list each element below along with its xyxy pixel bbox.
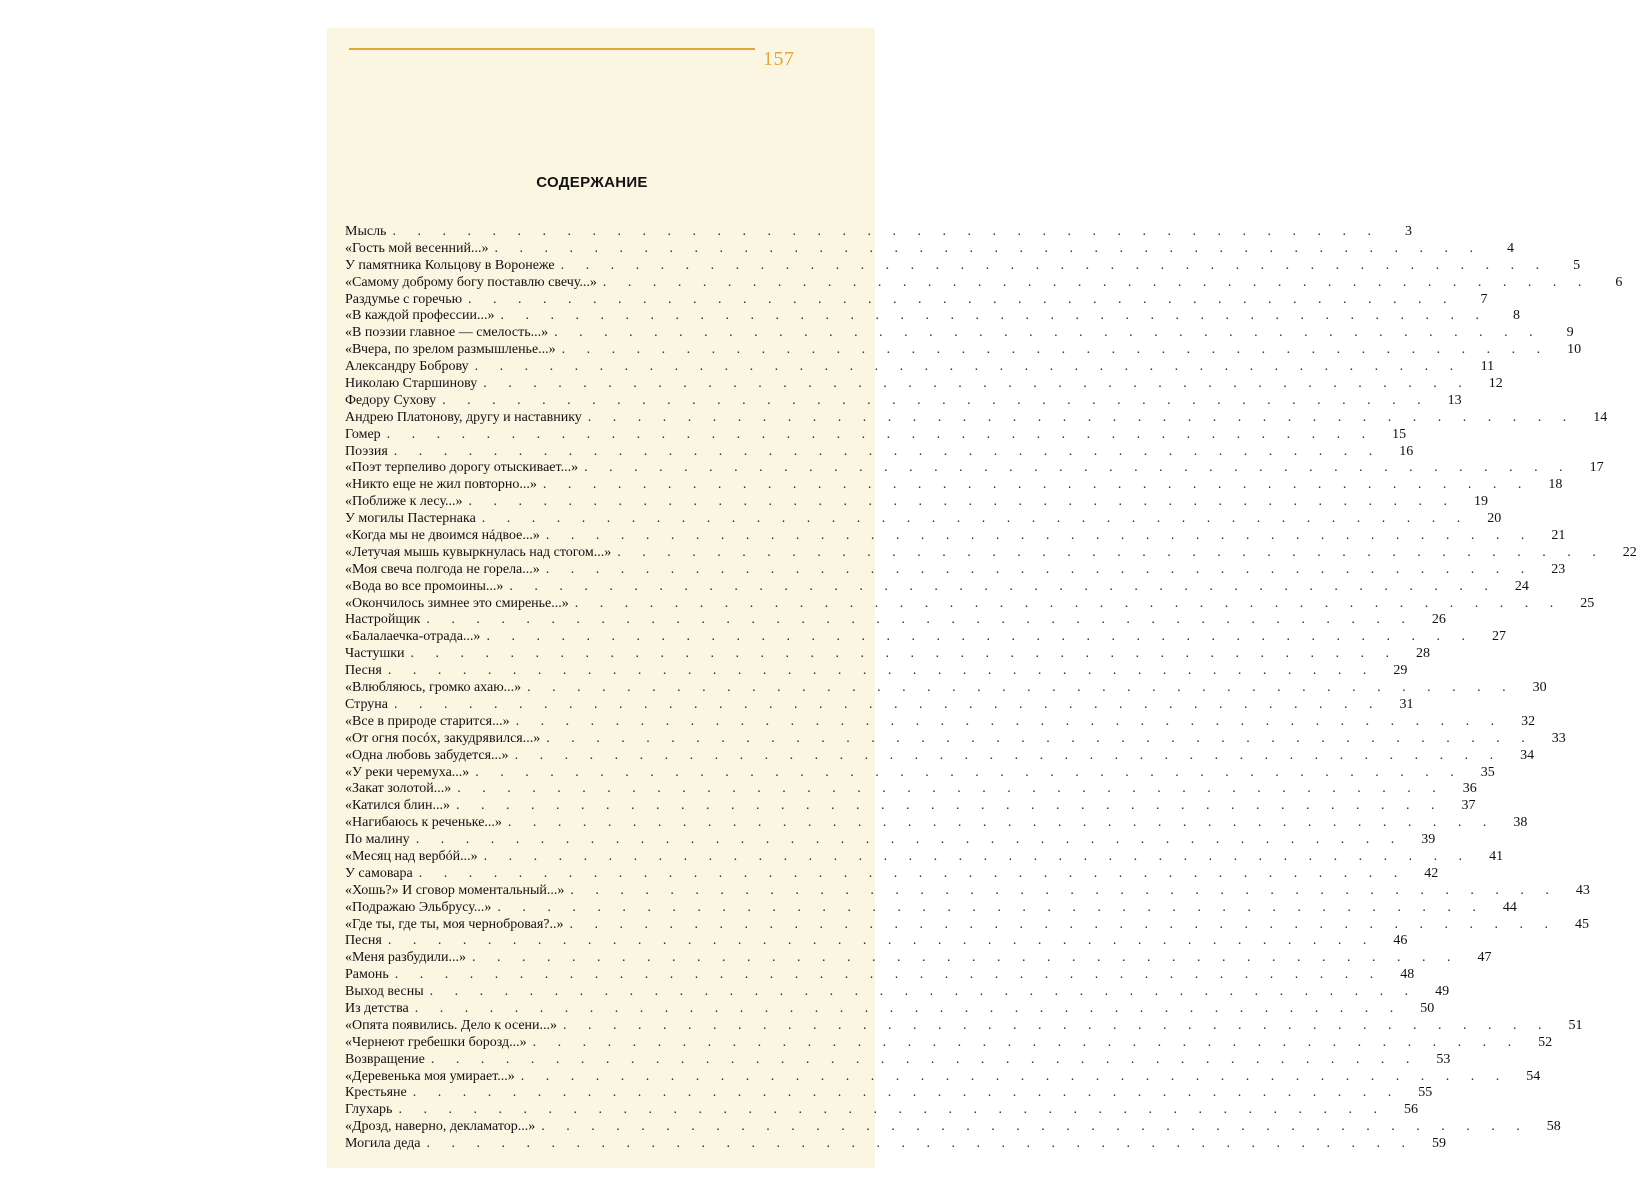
toc-entry-title: Возвращение <box>345 1051 425 1067</box>
toc-entry-title: «Когда мы не двоимся нáдвое...» <box>345 528 540 544</box>
toc-entry <box>345 257 1581 275</box>
toc-entry-title: «Все в природе старится...» <box>345 713 510 729</box>
toc-entry-page: 18 <box>1548 477 1563 493</box>
toc-entry <box>345 916 1590 934</box>
toc-entry-title: Поэзия <box>345 443 388 459</box>
dot-leader: . . . . . . . . . . . . . . . . . . . . . . . . . . . . . . . . . . . . . . . . <box>587 409 1576 425</box>
toc-entry-page: 25 <box>1580 595 1595 611</box>
toc-entry-page: 21 <box>1551 528 1566 544</box>
dot-leader: . . . . . . . . . . . . . . . . . . . . . . . . . . . . . . . . . . . . . . . . <box>617 544 1605 560</box>
dot-leader: . . . . . . . . . . . . . . . . . . . . . . . . . . . . . . . . . . . . . . . . <box>483 376 1471 392</box>
toc-entry-title: Струна <box>345 696 388 712</box>
dot-leader: . . . . . . . . . . . . . . . . . . . . . . . . . . . . . . . . . . . . . . . . <box>500 308 1488 324</box>
toc-entry <box>345 865 1439 883</box>
toc-entry-page: 19 <box>1474 494 1489 510</box>
page-number: 157 <box>763 48 795 70</box>
toc-entry <box>345 798 1476 815</box>
toc-entry-page: 12 <box>1488 376 1503 392</box>
toc-entry-page: 32 <box>1521 713 1536 729</box>
toc-entry-title: Раздумье с горечью <box>345 291 463 307</box>
toc-entry-page: 55 <box>1418 1085 1433 1101</box>
toc-entry-page: 56 <box>1403 1102 1418 1118</box>
toc-entry <box>345 443 1414 461</box>
toc-entry-page: 33 <box>1551 730 1566 746</box>
dot-leader: . . . . . . . . . . . . . . . . . . . . . . . . . . . . . . . . . . . . . . . . <box>456 798 1444 814</box>
toc-entry <box>345 224 1412 241</box>
toc-entry-page: 31 <box>1399 696 1414 712</box>
toc-entry <box>345 1102 1418 1119</box>
toc-entry <box>345 747 1535 765</box>
toc-entry-title: «Гость мой весенний...» <box>345 240 489 256</box>
toc-entry <box>345 392 1462 410</box>
dot-leader: . . . . . . . . . . . . . . . . . . . . . . . . . . . . . . . . . . . . . . . . <box>414 1000 1403 1016</box>
toc-entry-title: «Деревенька моя умирает...» <box>345 1068 515 1084</box>
toc-entry <box>345 1051 1451 1069</box>
toc-entry <box>345 848 1504 866</box>
dot-leader: . . . . . . . . . . . . . . . . . . . . . . . . . . . . . . . . . . . . . . . . <box>497 899 1485 915</box>
toc-entry-page: 17 <box>1589 460 1604 476</box>
toc-entry <box>345 832 1436 849</box>
toc-entry <box>345 291 1488 309</box>
toc-entry-title: Андрею Платонову, другу и наставнику <box>345 409 582 425</box>
toc-entry <box>345 1000 1435 1018</box>
toc-entry-title: Александру Боброву <box>345 359 469 375</box>
toc-entry <box>345 240 1514 258</box>
toc-entry-page: 39 <box>1421 832 1436 848</box>
toc-entry-page: 11 <box>1480 359 1495 375</box>
dot-leader: . . . . . . . . . . . . . . . . . . . . . . . . . . . . . . . . . . . . . . . . <box>410 646 1399 662</box>
toc-entry-title: «Влюбляюсь, громко ахаю...» <box>345 680 522 696</box>
toc-entry <box>345 477 1563 494</box>
table-of-contents <box>345 224 1637 1153</box>
dot-leader: . . . . . . . . . . . . . . . . . . . . . . . . . . . . . . . . . . . . . . . . <box>527 680 1515 696</box>
toc-entry-title: «Поэт терпеливо дорогу отыскивает...» <box>345 460 579 476</box>
dot-leader: . . . . . . . . . . . . . . . . . . . . . . . . . . . . . . . . . . . . . . . . <box>561 342 1550 358</box>
toc-entry-page: 59 <box>1432 1136 1447 1152</box>
toc-entry-page: 10 <box>1567 342 1582 358</box>
dot-leader: . . . . . . . . . . . . . . . . . . . . . . . . . . . . . . . . . . . . . . . . <box>507 815 1496 831</box>
dot-leader: . . . . . . . . . . . . . . . . . . . . . . . . . . . . . . . . . . . . . . . . <box>545 561 1534 577</box>
toc-entry-title: У самовара <box>345 865 413 881</box>
toc-entry-title: «Никто еще не жил повторно...» <box>345 477 537 493</box>
toc-entry-page: 7 <box>1480 291 1488 307</box>
toc-entry-page: 42 <box>1424 865 1439 881</box>
toc-entry-title: «В поэзии главное — смелость...» <box>345 325 549 341</box>
toc-entry-title: Гомер <box>345 426 381 442</box>
dot-leader: . . . . . . . . . . . . . . . . . . . . . . . . . . . . . . . . . . . . . . . . <box>430 1051 1419 1067</box>
toc-entry-page: 24 <box>1514 578 1529 594</box>
toc-entry-title: Песня <box>345 933 382 949</box>
dot-leader: . . . . . . . . . . . . . . . . . . . . . . . . . . . . . . . . . . . . . . . . <box>520 1068 1509 1084</box>
toc-entry-title: Мысль <box>345 224 387 239</box>
toc-entry <box>345 460 1604 477</box>
toc-entry-title: «В каждой профессии...» <box>345 308 495 324</box>
dot-leader: . . . . . . . . . . . . . . . . . . . . . . . . . . . . . . . . . . . . . . . . <box>412 1085 1401 1101</box>
toc-entry-title: «Меня разбудили...» <box>345 950 466 966</box>
toc-entry-title: «Балалаечка-отрада...» <box>345 629 481 645</box>
dot-leader: . . . . . . . . . . . . . . . . . . . . . . . . . . . . . . . . . . . . . . . . <box>474 359 1463 375</box>
dot-leader: . . . . . . . . . . . . . . . . . . . . . . . . . . . . . . . . . . . . . . . . <box>468 291 1456 307</box>
toc-entry <box>345 376 1503 393</box>
dot-leader: . . . . . . . . . . . . . . . . . . . . . . . . . . . . . . . . . . . . . . . . <box>481 511 1470 527</box>
toc-entry-page: 27 <box>1491 629 1506 645</box>
toc-entry <box>345 646 1431 663</box>
dot-leader: . . . . . . . . . . . . . . . . . . . . . . . . . . . . . . . . . . . . . . . . <box>398 1102 1386 1118</box>
dot-leader: . . . . . . . . . . . . . . . . . . . . . . . . . . . . . . . . . . . . . . . . <box>542 477 1531 493</box>
toc-entry-page: 52 <box>1538 1034 1553 1050</box>
dot-leader: . . . . . . . . . . . . . . . . . . . . . . . . . . . . . . . . . . . . . . . . <box>392 224 1380 239</box>
toc-entry-page: 9 <box>1566 325 1574 341</box>
toc-entry <box>345 967 1415 984</box>
toc-entry <box>345 1119 1561 1136</box>
dot-leader: . . . . . . . . . . . . . . . . . . . . . . . . . . . . . . . . . . . . . . . . <box>442 392 1430 408</box>
toc-entry-title: «Хошь?» И сговор моментальный...» <box>345 882 565 898</box>
toc-entry-title: Песня <box>345 663 382 679</box>
toc-entry-title: Могила деда <box>345 1136 421 1152</box>
toc-entry <box>345 359 1495 376</box>
toc-entry-title: «Летучая мышь кувыркнулась над стогом...» <box>345 544 612 560</box>
dot-leader: . . . . . . . . . . . . . . . . . . . . . . . . . . . . . . . . . . . . . . . . <box>515 713 1504 729</box>
toc-entry-title: Федору Сухову <box>345 392 437 408</box>
dot-leader: . . . . . . . . . . . . . . . . . . . . . . . . . . . . . . . . . . . . . . . . <box>415 832 1404 848</box>
toc-entry-title: Глухарь <box>345 1102 393 1118</box>
dot-leader: . . . . . . . . . . . . . . . . . . . . . . . . . . . . . . . . . . . . . . . . <box>486 629 1474 645</box>
toc-entry <box>345 1068 1541 1086</box>
dot-leader: . . . . . . . . . . . . . . . . . . . . . . . . . . . . . . . . . . . . . . . . <box>514 747 1503 763</box>
dot-leader: . . . . . . . . . . . . . . . . . . . . . . . . . . . . . . . . . . . . . . . . <box>394 967 1383 983</box>
toc-entry <box>345 984 1450 1001</box>
toc-entry-title: «Закат золотой...» <box>345 781 452 797</box>
toc-entry <box>345 612 1446 629</box>
contents-title: СОДЕРЖАНИЕ <box>536 174 648 191</box>
toc-entry-title: «Чернеют гребешки борозд...» <box>345 1034 527 1050</box>
dot-leader: . . . . . . . . . . . . . . . . . . . . . . . . . . . . . . . . . . . . . . . . <box>532 1034 1521 1050</box>
dot-leader: . . . . . . . . . . . . . . . . . . . . . . . . . . . . . . . . . . . . . . . . <box>426 1136 1415 1152</box>
dot-leader: . . . . . . . . . . . . . . . . . . . . . . . . . . . . . . . . . . . . . . . . <box>387 663 1376 679</box>
dot-leader: . . . . . . . . . . . . . . . . . . . . . . . . . . . . . . . . . . . . . . . . <box>602 274 1591 290</box>
toc-entry <box>345 629 1506 646</box>
toc-entry-title: Крестьяне <box>345 1085 407 1101</box>
dot-leader: . . . . . . . . . . . . . . . . . . . . . . . . . . . . . . . . . . . . . . . . <box>569 916 1558 932</box>
toc-entry-page: 22 <box>1622 544 1637 560</box>
toc-entry-page: 29 <box>1393 663 1408 679</box>
dot-leader: . . . . . . . . . . . . . . . . . . . . . . . . . . . . . . . . . . . . . . . . <box>393 696 1382 712</box>
toc-entry <box>345 578 1529 596</box>
toc-entry-page: 50 <box>1420 1000 1435 1016</box>
toc-entry-page: 20 <box>1487 511 1502 527</box>
toc-entry-title: «Подражаю Эльбрусу...» <box>345 899 492 915</box>
toc-entry <box>345 308 1520 325</box>
toc-entry <box>345 342 1582 359</box>
toc-entry-page: 46 <box>1393 933 1408 949</box>
dot-leader: . . . . . . . . . . . . . . . . . . . . . . . . . . . . . . . . . . . . . . . . <box>545 528 1534 544</box>
dot-leader: . . . . . . . . . . . . . . . . . . . . . . . . . . . . . . . . . . . . . . . . <box>584 460 1572 476</box>
toc-entry <box>345 950 1492 967</box>
toc-entry-page: 15 <box>1392 426 1407 442</box>
toc-entry <box>345 274 1623 292</box>
toc-entry-page: 49 <box>1435 984 1450 1000</box>
toc-entry-title: «Дрозд, наверно, декламатор...» <box>345 1119 536 1135</box>
toc-entry-title: «Опята появились. Дело к осени...» <box>345 1017 558 1033</box>
toc-entry-title: «Вода во все промоины...» <box>345 578 504 594</box>
toc-entry-page: 45 <box>1575 916 1590 932</box>
toc-entry <box>345 680 1547 697</box>
toc-entry-title: «Моя свеча полгода не горела...» <box>345 561 540 577</box>
toc-entry-page: 26 <box>1431 612 1446 628</box>
toc-entry-page: 30 <box>1532 680 1547 696</box>
toc-entry-page: 48 <box>1400 967 1415 983</box>
toc-entry-title: У памятника Кольцову в Воронеже <box>345 257 555 273</box>
toc-entry <box>345 764 1495 782</box>
dot-leader: . . . . . . . . . . . . . . . . . . . . . . . . . . . . . . . . . . . . . . . . <box>494 240 1482 256</box>
toc-entry-page: 38 <box>1513 815 1528 831</box>
toc-entry-title: «Поближе к лесу...» <box>345 494 463 510</box>
toc-entry-title: Выход весны <box>345 984 424 1000</box>
toc-entry <box>345 1085 1433 1102</box>
toc-entry-title: «Катился блин...» <box>345 798 450 814</box>
toc-entry-page: 37 <box>1461 798 1476 814</box>
toc-entry <box>345 899 1517 917</box>
toc-entry-title: «Где ты, где ты, моя чернобровая?..» <box>345 916 564 932</box>
dot-leader: . . . . . . . . . . . . . . . . . . . . . . . . . . . . . . . . . . . . . . . . <box>457 781 1445 797</box>
toc-entry-page: 4 <box>1506 240 1514 256</box>
dot-leader: . . . . . . . . . . . . . . . . . . . . . . . . . . . . . . . . . . . . . . . . <box>570 882 1558 898</box>
toc-entry-title: У могилы Пастернака <box>345 511 476 527</box>
toc-entry-page: 36 <box>1462 781 1477 797</box>
toc-entry-title: «Вчера, по зрелом размышленье...» <box>345 342 556 358</box>
dot-leader: . . . . . . . . . . . . . . . . . . . . . . . . . . . . . . . . . . . . . . . . <box>574 595 1563 611</box>
dot-leader: . . . . . . . . . . . . . . . . . . . . . . . . . . . . . . . . . . . . . . . . <box>393 443 1382 459</box>
toc-entry-page: 14 <box>1593 409 1608 425</box>
toc-entry-page: 3 <box>1404 224 1412 239</box>
toc-entry-page: 35 <box>1480 764 1495 780</box>
toc-entry-title: «Месяц над вербóй...» <box>345 848 478 864</box>
toc-entry <box>345 511 1502 528</box>
toc-entry <box>345 696 1414 714</box>
toc-entry-title: «Одна любовь забудется...» <box>345 747 509 763</box>
dot-leader: . . . . . . . . . . . . . . . . . . . . . . . . . . . . . . . . . . . . . . . . <box>475 764 1463 780</box>
dot-leader: . . . . . . . . . . . . . . . . . . . . . . . . . . . . . . . . . . . . . . . . <box>418 865 1407 881</box>
toc-entry <box>345 544 1637 562</box>
toc-entry-title: Из детства <box>345 1000 409 1016</box>
toc-entry-page: 28 <box>1416 646 1431 662</box>
toc-entry <box>345 815 1528 832</box>
toc-entry <box>345 730 1566 748</box>
dot-leader: . . . . . . . . . . . . . . . . . . . . . . . . . . . . . . . . . . . . . . . . <box>426 612 1414 628</box>
toc-entry-title: «Самому доброму богу поставлю свечу...» <box>345 274 597 290</box>
toc-entry-title: Частушки <box>345 646 405 662</box>
dot-leader: . . . . . . . . . . . . . . . . . . . . . . . . . . . . . . . . . . . . . . . . <box>471 950 1460 966</box>
dot-leader: . . . . . . . . . . . . . . . . . . . . . . . . . . . . . . . . . . . . . . . . <box>546 730 1534 746</box>
toc-entry <box>345 528 1566 545</box>
toc-entry-page: 6 <box>1615 274 1623 290</box>
toc-entry-page: 58 <box>1546 1119 1561 1135</box>
toc-entry <box>345 595 1595 613</box>
toc-entry <box>345 933 1408 950</box>
toc-entry-page: 5 <box>1573 257 1581 273</box>
toc-entry-page: 34 <box>1520 747 1535 763</box>
toc-entry <box>345 1017 1583 1035</box>
dot-leader: . . . . . . . . . . . . . . . . . . . . . . . . . . . . . . . . . . . . . . . . <box>387 933 1376 949</box>
toc-entry <box>345 409 1608 427</box>
toc-entry <box>345 663 1408 680</box>
dot-leader: . . . . . . . . . . . . . . . . . . . . . . . . . . . . . . . . . . . . . . . . <box>541 1119 1529 1135</box>
toc-entry-title: «Окончилось зимнее это смиренье...» <box>345 595 569 611</box>
dot-leader: . . . . . . . . . . . . . . . . . . . . . . . . . . . . . . . . . . . . . . . . <box>554 325 1542 341</box>
dot-leader: . . . . . . . . . . . . . . . . . . . . . . . . . . . . . . . . . . . . . . . . <box>386 426 1375 442</box>
toc-entry-title: По малину <box>345 832 410 848</box>
toc-entry-title: «Нагибаюсь к реченьке...» <box>345 815 502 831</box>
toc-entry <box>345 325 1574 342</box>
toc-entry-title: «От огня посóх, закудрявился...» <box>345 730 541 746</box>
toc-entry <box>345 561 1566 579</box>
toc-entry <box>345 1034 1553 1052</box>
toc-entry-title: Рамонь <box>345 967 389 983</box>
toc-entry-title: «У реки черемуха...» <box>345 764 470 780</box>
toc-entry-page: 13 <box>1447 392 1462 408</box>
toc-entry-page: 43 <box>1575 882 1590 898</box>
toc-entry-page: 54 <box>1526 1068 1541 1084</box>
dot-leader: . . . . . . . . . . . . . . . . . . . . . . . . . . . . . . . . . . . . . . . . <box>468 494 1457 510</box>
toc-entry-page: 23 <box>1551 561 1566 577</box>
toc-entry-page: 51 <box>1568 1017 1583 1033</box>
toc-entry-page: 8 <box>1512 308 1520 324</box>
toc-entry <box>345 426 1407 444</box>
dot-leader: . . . . . . . . . . . . . . . . . . . . . . . . . . . . . . . . . . . . . . . . <box>429 984 1418 1000</box>
toc-entry <box>345 713 1536 731</box>
header-rule <box>349 48 755 50</box>
dot-leader: . . . . . . . . . . . . . . . . . . . . . . . . . . . . . . . . . . . . . . . . <box>483 848 1472 864</box>
toc-entry-title: Настройщик <box>345 612 421 628</box>
book-page <box>327 28 1637 1168</box>
toc-entry-page: 53 <box>1436 1051 1451 1067</box>
toc-entry <box>345 781 1477 798</box>
dot-leader: . . . . . . . . . . . . . . . . . . . . . . . . . . . . . . . . . . . . . . . . <box>509 578 1497 594</box>
toc-entry <box>345 1136 1447 1153</box>
toc-entry-page: 44 <box>1502 899 1517 915</box>
toc-entry <box>345 494 1489 511</box>
toc-entry <box>345 882 1590 900</box>
dot-leader: . . . . . . . . . . . . . . . . . . . . . . . . . . . . . . . . . . . . . . . . <box>563 1017 1551 1033</box>
toc-entry-title: Николаю Старшинову <box>345 376 478 392</box>
toc-entry-page: 47 <box>1477 950 1492 966</box>
dot-leader: . . . . . . . . . . . . . . . . . . . . . . . . . . . . . . . . . . . . . . . . <box>560 257 1549 273</box>
toc-entry-page: 41 <box>1489 848 1504 864</box>
toc-entry-page: 16 <box>1399 443 1414 459</box>
